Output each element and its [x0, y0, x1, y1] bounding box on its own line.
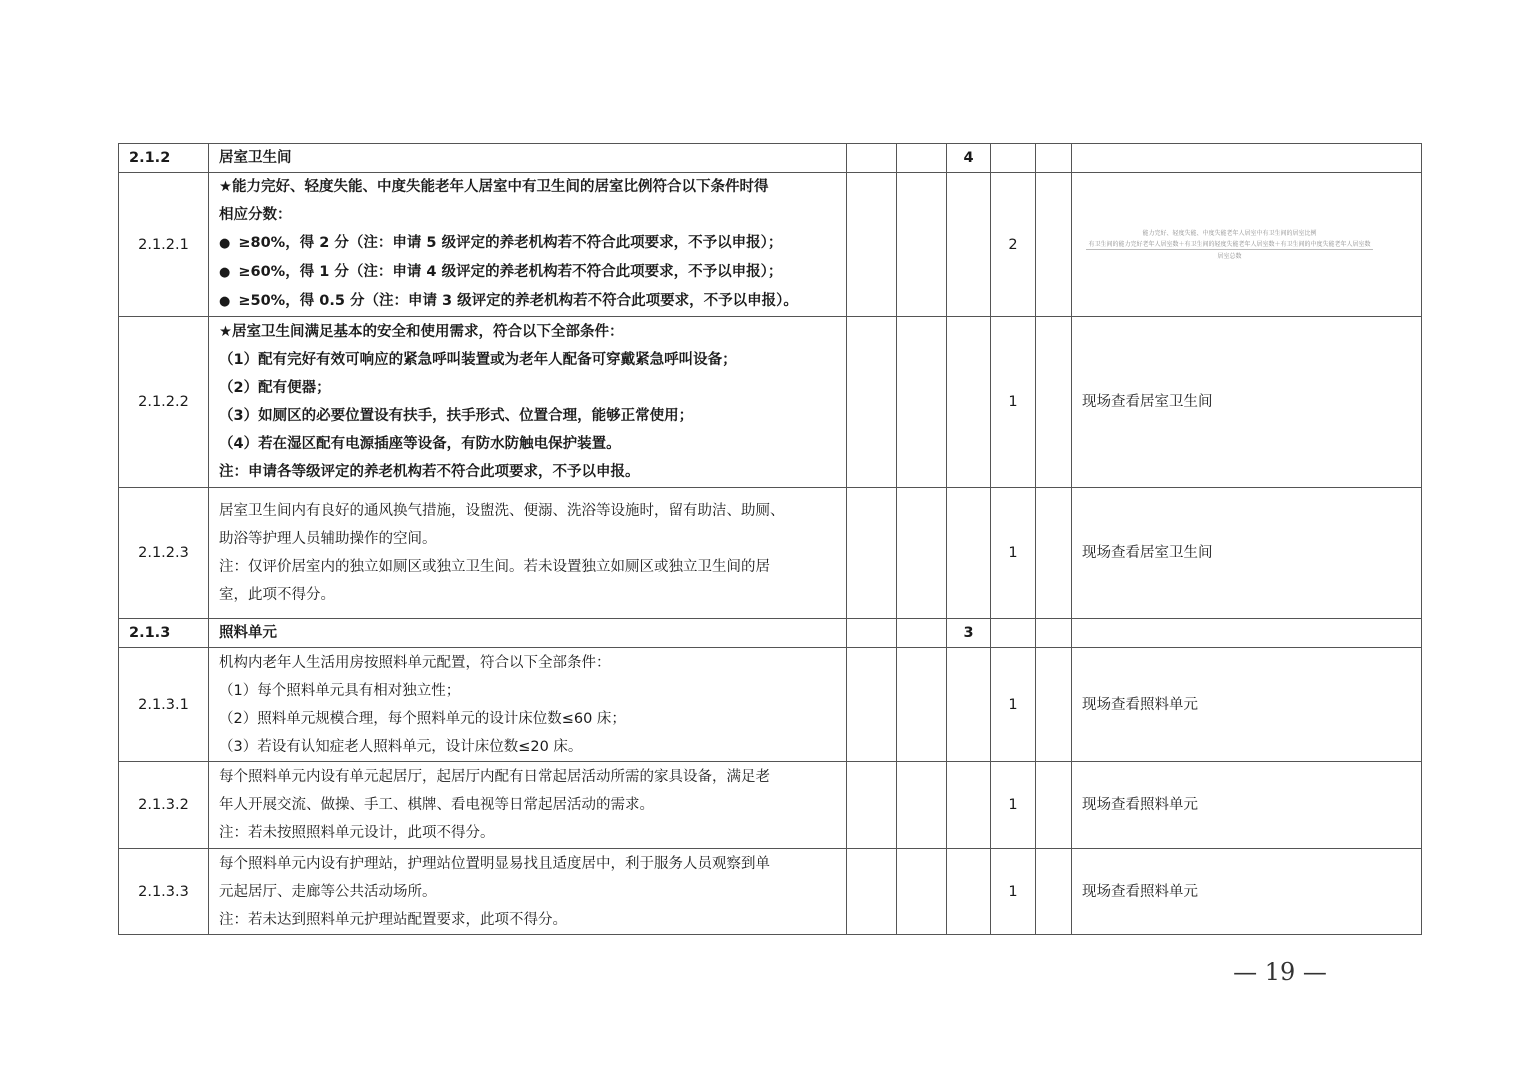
item-empty-cell	[897, 173, 947, 317]
item-code: 2.1.2.3	[119, 488, 209, 619]
item-empty-cell	[897, 762, 947, 849]
item-score: 1	[991, 762, 1036, 849]
section-empty-cell	[991, 144, 1036, 173]
item-empty-cell	[847, 762, 897, 849]
item-code: 2.1.3.3	[119, 849, 209, 935]
bullet-line: ● ≥50%，得 0.5 分（注：申请 3 级评定的养老机构若不符合此项要求，不予以申报）。	[219, 287, 836, 316]
content-line: 注：申请各等级评定的养老机构若不符合此项要求，不予以申报。	[219, 464, 640, 480]
content-line: （1）配有完好有效可响应的紧急呼叫装置或为老年人配备可穿戴紧急呼叫设备；	[219, 352, 737, 368]
item-row	[119, 849, 1422, 935]
content-line: 元起居厅、走廊等公共活动场所。	[219, 883, 437, 900]
page-number: — 19 —	[1233, 958, 1327, 986]
item-score: 1	[991, 488, 1036, 619]
item-empty-cell	[847, 173, 897, 317]
item-content	[209, 317, 847, 488]
item-empty-cell	[947, 317, 991, 488]
item-empty-cell	[847, 488, 897, 619]
section-score: 3	[947, 619, 991, 648]
item-method: 现场查看照料单元	[1072, 762, 1422, 849]
item-empty-cell	[947, 762, 991, 849]
section-empty-cell	[847, 619, 897, 648]
item-content	[209, 173, 847, 317]
bullet-line: ● ≥80%，得 2 分（注：申请 5 级评定的养老机构若不符合此项要求，不予以申报）；	[219, 229, 836, 258]
item-score: 2	[991, 173, 1036, 317]
item-empty-cell	[947, 849, 991, 935]
item-content	[209, 849, 847, 935]
evaluation-table	[118, 143, 1422, 935]
item-code: 2.1.3.2	[119, 762, 209, 849]
section-empty-cell	[897, 619, 947, 648]
item-empty-cell	[1036, 317, 1072, 488]
item-code: 2.1.2.2	[119, 317, 209, 488]
content-line: （2）照料单元规模合理，每个照料单元的设计床位数≤60 床；	[219, 710, 626, 727]
item-score: 1	[991, 648, 1036, 762]
faint-formula-text: 能力完好、轻度失能、中度失能老年人居室中有卫生间的居室比例	[1142, 229, 1317, 237]
item-score: 1	[991, 849, 1036, 935]
section-code: 2.1.2	[119, 144, 209, 173]
item-method: 现场查看照料单元	[1072, 648, 1422, 762]
bullet-line: ● ≥60%，得 1 分（注：申请 4 级评定的养老机构若不符合此项要求，不予以申报）；	[219, 258, 836, 287]
item-empty-cell	[1036, 762, 1072, 849]
section-title: 居室卫生间	[209, 144, 847, 173]
content-line: 相应分数：	[219, 207, 292, 223]
item-row	[119, 488, 1422, 619]
faint-formula-text: 居室总数	[1217, 252, 1242, 260]
item-empty-cell	[897, 849, 947, 935]
item-empty-cell	[947, 488, 991, 619]
item-content	[209, 648, 847, 762]
item-row	[119, 648, 1422, 762]
section-empty-cell	[1072, 144, 1422, 173]
item-code: 2.1.2.1	[119, 173, 209, 317]
item-method	[1072, 173, 1422, 317]
item-method: 现场查看照料单元	[1072, 849, 1422, 935]
item-empty-cell	[897, 317, 947, 488]
content-line: 助浴等护理人员辅助操作的空间。	[219, 531, 437, 547]
item-empty-cell	[947, 173, 991, 317]
section-empty-cell	[847, 144, 897, 173]
item-empty-cell	[1036, 488, 1072, 619]
content-line: 年人开展交流、做操、手工、棋牌、看电视等日常起居活动的需求。	[219, 797, 654, 813]
item-method: 现场查看居室卫生间	[1072, 488, 1422, 619]
content-line: （2）配有便器；	[219, 380, 331, 396]
content-line: ★能力完好、轻度失能、中度失能老年人居室中有卫生间的居室比例符合以下条件时得	[219, 179, 769, 195]
section-code: 2.1.3	[119, 619, 209, 648]
content-line: （1）每个照料单元具有相对独立性；	[219, 682, 461, 699]
item-content	[209, 762, 847, 849]
item-method: 现场查看居室卫生间	[1072, 317, 1422, 488]
section-row	[119, 619, 1422, 648]
item-row	[119, 317, 1422, 488]
faint-formula-text: 有卫生间的能力完好老年人居室数＋有卫生间的轻度失能老年人居室数＋有卫生间的中度失能老年人居室数	[1086, 240, 1373, 250]
item-empty-cell	[897, 488, 947, 619]
content-line: 每个照料单元内设有护理站，护理站位置明显易找且适度居中，利于服务人员观察到单	[219, 855, 770, 872]
item-empty-cell	[1036, 173, 1072, 317]
content-line: 注：仅评价居室内的独立如厕区或独立卫生间。若未设置独立如厕区或独立卫生间的居	[219, 559, 770, 575]
item-empty-cell	[1036, 648, 1072, 762]
content-line: （3）若设有认知症老人照料单元，设计床位数≤20 床。	[219, 738, 583, 755]
content-line: （3）如厕区的必要位置设有扶手，扶手形式、位置合理，能够正常使用；	[219, 408, 694, 424]
item-content	[209, 488, 847, 619]
content-line: 机构内老年人生活用房按照料单元配置，符合以下全部条件：	[219, 654, 611, 671]
table-body	[119, 144, 1422, 935]
content-line: 每个照料单元内设有单元起居厅，起居厅内配有日常起居活动所需的家具设备，满足老	[219, 769, 770, 785]
section-empty-cell	[897, 144, 947, 173]
item-empty-cell	[847, 849, 897, 935]
item-score: 1	[991, 317, 1036, 488]
item-empty-cell	[847, 648, 897, 762]
section-score: 4	[947, 144, 991, 173]
section-empty-cell	[1072, 619, 1422, 648]
item-empty-cell	[847, 317, 897, 488]
content-line: 注：若未达到照料单元护理站配置要求，此项不得分。	[219, 911, 567, 928]
content-line: 注：若未按照照料单元设计，此项不得分。	[219, 825, 495, 841]
section-title: 照料单元	[209, 619, 847, 648]
item-empty-cell	[1036, 849, 1072, 935]
section-empty-cell	[991, 619, 1036, 648]
section-empty-cell	[1036, 144, 1072, 173]
item-row	[119, 173, 1422, 317]
content-line: 居室卫生间内有良好的通风换气措施，设盥洗、便溺、洗浴等设施时，留有助洁、助厕、	[219, 503, 785, 519]
item-empty-cell	[947, 648, 991, 762]
content-line: （4）若在湿区配有电源插座等设备，有防水防触电保护装置。	[219, 436, 621, 452]
section-empty-cell	[1036, 619, 1072, 648]
item-row	[119, 762, 1422, 849]
content-line: ★居室卫生间满足基本的安全和使用需求，符合以下全部条件：	[219, 324, 624, 340]
item-code: 2.1.3.1	[119, 648, 209, 762]
item-empty-cell	[897, 648, 947, 762]
content-line: 室，此项不得分。	[219, 587, 335, 603]
section-row	[119, 144, 1422, 173]
